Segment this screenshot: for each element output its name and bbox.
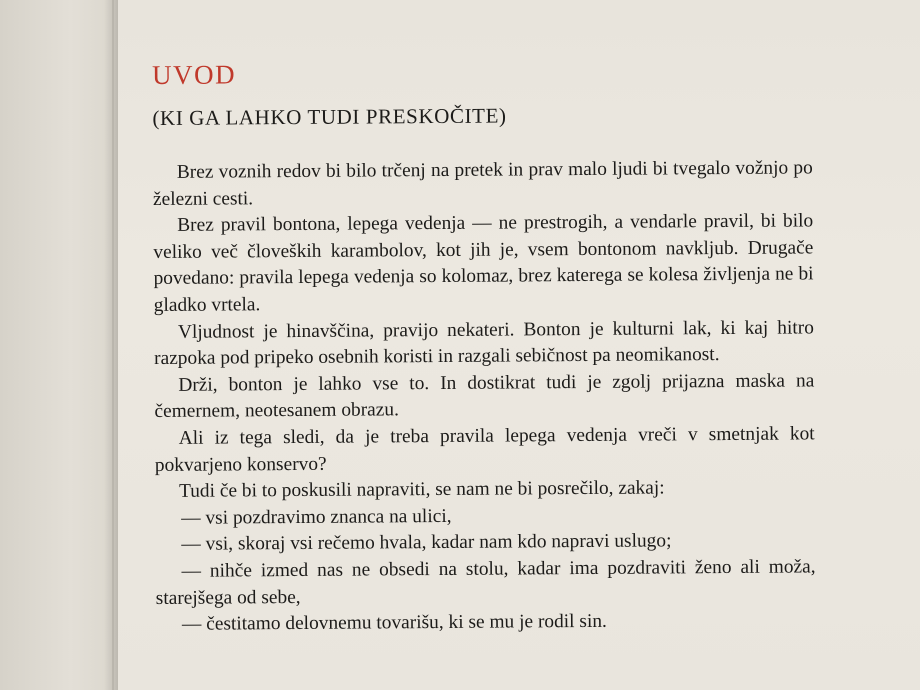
list-item: — čestitamo delovnemu tovarišu, ki se mu je rodil sin.	[181, 610, 607, 635]
page-content	[152, 53, 816, 638]
book-spine-shadow	[112, 0, 114, 690]
list-item: — nihče izmed nas ne obsedi na stolu, kadar ima pozdraviti ženo ali moža, starejšega od sebe,	[155, 556, 816, 609]
paragraph: Brez voznih redov bi bilo trčenj na pretek in prav malo ljudi bi tvegalo vožnjo po železni cesti.	[152, 157, 813, 210]
paragraph: Ali iz tega sledi, da je treba pravila lepega vedenja vreči v smetnjak kot pokvarjeno konservo?	[154, 423, 815, 476]
chapter-title: UVOD	[152, 59, 237, 90]
paragraph: Drži, bonton je lahko vse to. In dostikrat tudi je zgolj prijazna maska na čemernem, neotesanem obrazu.	[154, 370, 815, 423]
paragraph: Tudi če bi to poskusili napraviti, se nam ne bi posrečilo, zakaj:	[178, 477, 665, 502]
list-item: — vsi, skoraj vsi rečemo hvala, kadar nam kdo napravi uslugo;	[181, 530, 672, 556]
chapter-subtitle: (KI GA LAHKO TUDI PRESKOČITE)	[152, 103, 507, 130]
paragraph: Vljudnost je hinavščina, pravijo nekateri. Bonton je kulturni lak, ki kaj hitro razpoka pod pripeko osebnih koristi in razgali sebičnost pa neomikanost.	[154, 316, 814, 370]
list-item: — vsi pozdravimo znanca na ulici,	[181, 505, 452, 529]
body-text	[153, 155, 816, 638]
paragraph: Brez pravil bontona, lepega vedenja — ne prestrogih, a vendarle pravil, bi bilo veliko več človeških karambolov, kot jih je, vsem bontonom navkljub. Drugače povedano: pravila lepega vedenja so kolomaz, brez katerega se kolesa življenja ne bi gladko vrtela.	[153, 210, 814, 316]
left-page-edge	[0, 0, 118, 690]
